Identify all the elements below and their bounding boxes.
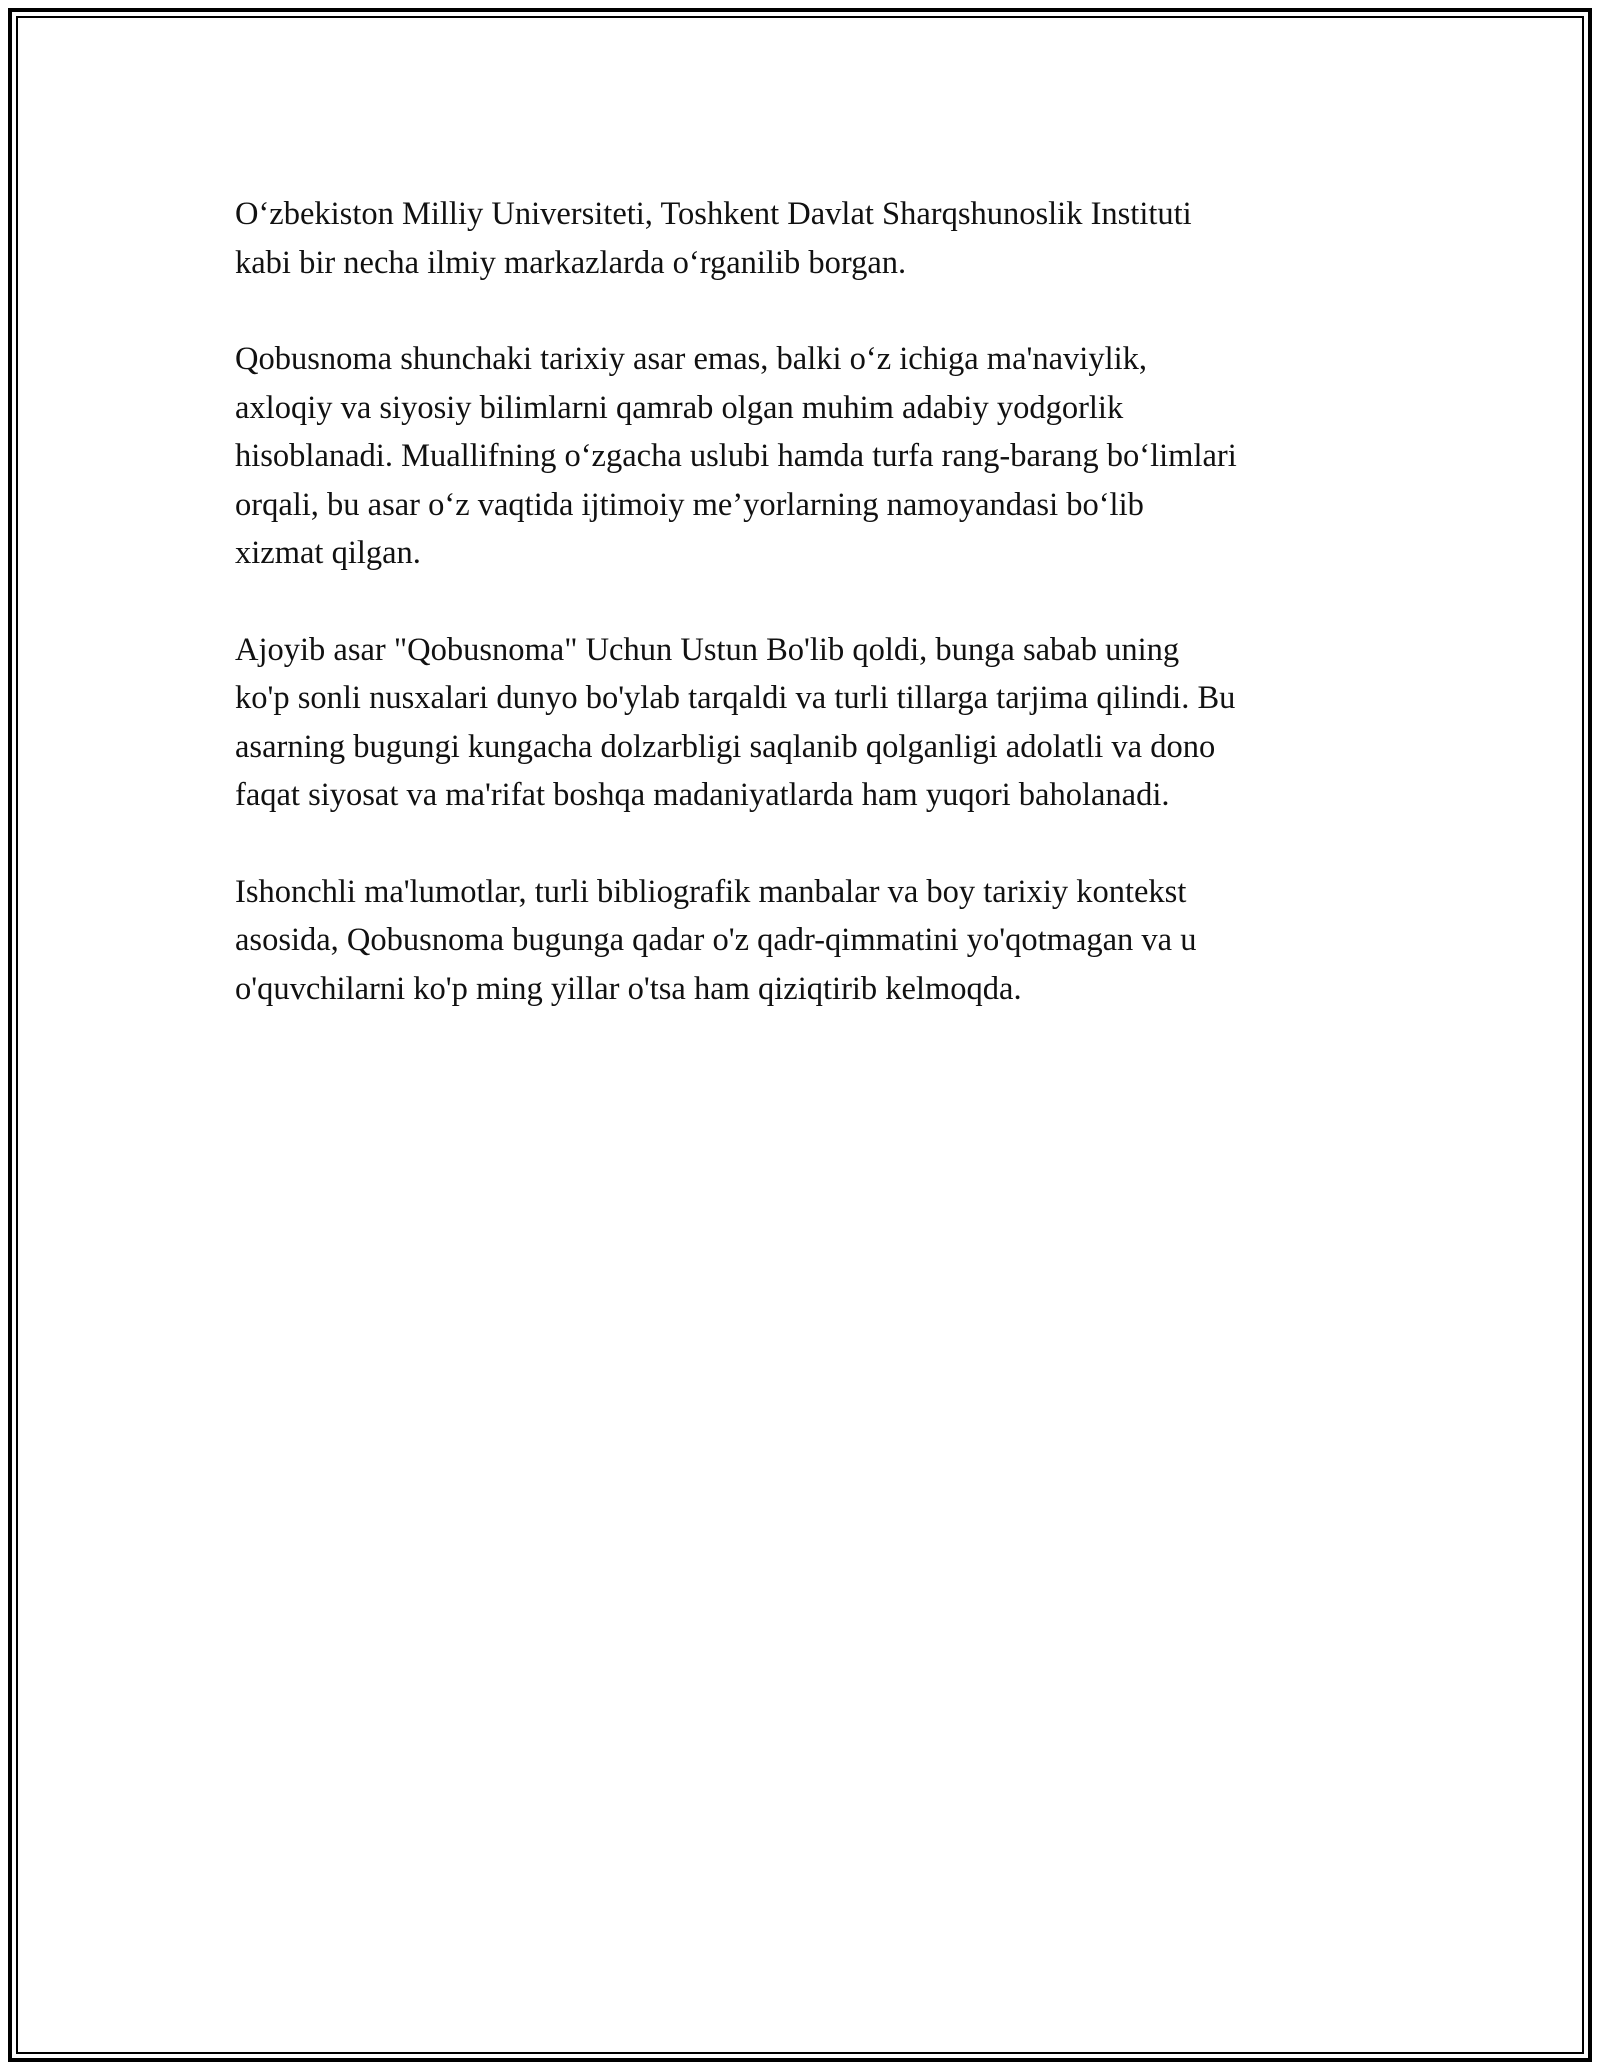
document-body — [235, 190, 1385, 1013]
paragraph-3: Ajoyib asar "Qobusnoma" Uchun Ustun Bo'lib qoldi, bunga sabab uning ko'p sonli nusxalari dunyo bo'ylab tarqaldi va turli tillarga tarjima qilindi. Bu asarning bugungi kungacha dolzarbligi saqlanib qolganligi adolatli va dono faqat siyosat va ma'rifat boshqa madaniyatlarda ham yuqori baholanadi. — [235, 631, 1236, 813]
paragraph-1: O‘zbekiston Milliy Universiteti, Toshkent Davlat Sharqshunoslik Instituti kabi bir necha ilmiy markazlarda o‘rganilib borgan. — [235, 196, 1192, 281]
paragraph-2: Qobusnoma shunchaki tarixiy asar emas, balki o‘z ichiga ma'naviylik, axloqiy va siyosiy bilimlarni qamrab olgan muhim adabiy yodgorlik hisoblanadi. Muallifning o‘zgacha uslubi hamda turfa rang-barang bo‘limlari orqali, bu asar o‘z vaqtida ijtimoiy me’yorlarning namoyandasi bo‘lib xizmat qilgan. — [235, 341, 1237, 571]
paragraph-4: Ishonchli ma'lumotlar, turli bibliografik manbalar va boy tarixiy kontekst asosida, Qobusnoma bugunga qadar o'z qadr-qimmatini yo'qotmagan va u o'quvchilarni ko'p ming yillar o'tsa ham qiziqtirib kelmoqda. — [235, 873, 1197, 1007]
